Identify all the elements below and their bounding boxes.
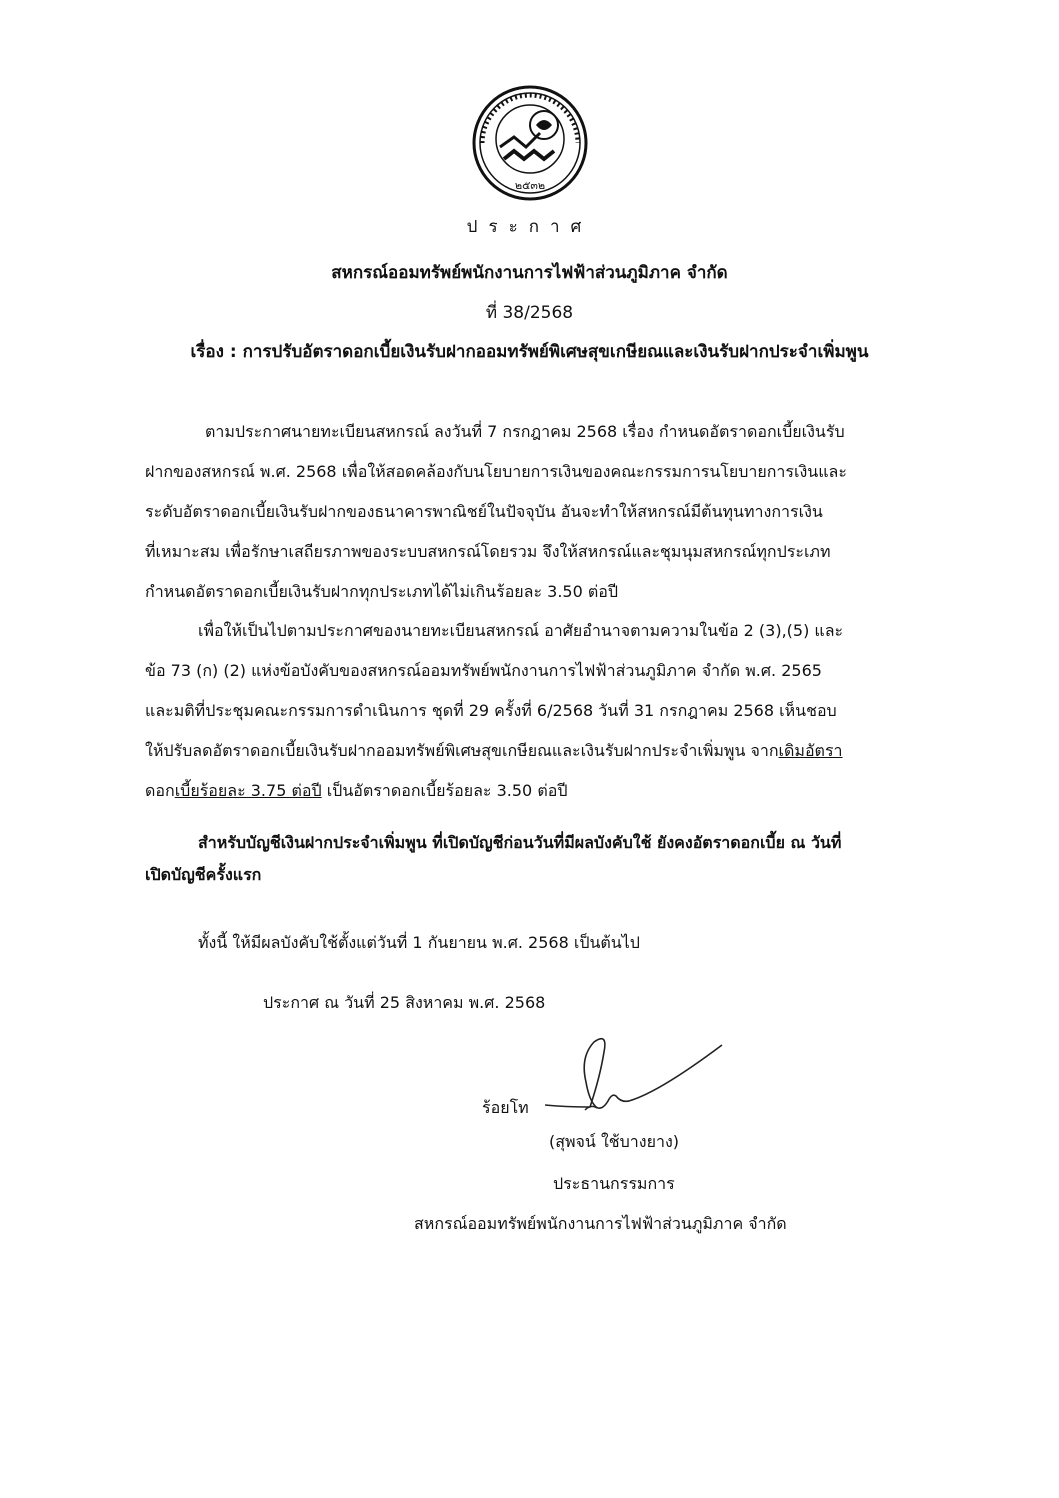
announcement-subject: เรื่อง : การปรับอัตราดอกเบี้ยเงินรับฝากออมทรัพย์พิเศษสุขเกษียณและเงินรับฝากประจำเพิ่มพูน (190, 342, 869, 362)
paragraph-line: ที่เหมาะสม เพื่อรักษาเสถียรภาพของระบบสหกรณ์โดยรวม จึงให้สหกรณ์และชุมนุมสหกรณ์ทุกประเภท (145, 542, 831, 561)
paragraph-line: เพื่อให้เป็นไปตามประกาศของนายทะเบียนสหกรณ์ อาศัยอำนาจตามความในข้อ 2 (3),(5) และ (198, 621, 844, 640)
announcement-date: ประกาศ ณ วันที่ 25 สิงหาคม พ.ศ. 2568 (263, 993, 546, 1012)
signature-image (545, 1035, 745, 1130)
seal-year: ๒๕๓๒ (514, 179, 546, 192)
signatory-position: ประธานกรรมการ (553, 1174, 675, 1193)
effective-date-text: ทั้งนี้ ให้มีผลบังคับใช้ตั้งแต่วันที่ 1 กันยายน พ.ศ. 2568 เป็นต้นไป (198, 933, 640, 952)
paragraph-text: ดอก (145, 781, 175, 800)
underlined-text: เดิมอัตรา (778, 741, 843, 760)
paragraph-line: ตามประกาศนายทะเบียนสหกรณ์ ลงวันที่ 7 กรกฎาคม 2568 เรื่อง กำหนดอัตราดอกเบี้ยเงินรับ (205, 422, 845, 441)
paragraph-text: ให้ปรับลดอัตราดอกเบี้ยเงินรับฝากออมทรัพย์พิเศษสุขเกษียณและเงินรับฝากประจำเพิ่มพูน จาก (145, 741, 779, 760)
signatory-organization: สหกรณ์ออมทรัพย์พนักงานการไฟฟ้าส่วนภูมิภาค จำกัด (414, 1214, 787, 1233)
signatory-rank: ร้อยโท (482, 1098, 529, 1117)
paragraph-line: เปิดบัญชีครั้งแรก (145, 865, 262, 884)
paragraph-line: และมติที่ประชุมคณะกรรมการดำเนินการ ชุดที่ 29 ครั้งที่ 6/2568 วันที่ 31 กรกฎาคม 2568 เห็นชอบ (145, 701, 837, 720)
paragraph-line: ฝากของสหกรณ์ พ.ศ. 2568 เพื่อให้สอดคล้องกับนโยบายการเงินของคณะกรรมการนโยบายการเงินและ (145, 462, 847, 481)
paragraph-line (145, 779, 567, 804)
announcement-number: ที่ 38/2568 (485, 303, 574, 323)
paragraph-text: เป็นอัตราดอกเบี้ยร้อยละ 3.50 ต่อปี (321, 781, 568, 800)
paragraph-line: ข้อ 73 (ก) (2) แห่งข้อบังคับของสหกรณ์ออมทรัพย์พนักงานการไฟฟ้าส่วนภูมิภาค จำกัด พ.ศ. 2565 (145, 661, 822, 680)
paragraph-line: กำหนดอัตราดอกเบี้ยเงินรับฝากทุกประเภทได้ไม่เกินร้อยละ 3.50 ต่อปี (145, 582, 619, 601)
document-heading: ประกาศ (466, 217, 593, 237)
cooperative-seal-icon (472, 85, 588, 201)
organization-name: สหกรณ์ออมทรัพย์พนักงานการไฟฟ้าส่วนภูมิภาค จำกัด (331, 263, 728, 283)
paragraph-line (145, 739, 843, 764)
underlined-text: เบี้ยร้อยละ 3.75 ต่อปี (174, 781, 322, 800)
paragraph-line: สำหรับบัญชีเงินฝากประจำเพิ่มพูน ที่เปิดบัญชีก่อนวันที่มีผลบังคับใช้ ยังคงอัตราดอกเบี้ย ณ วันที่ (198, 833, 842, 852)
paragraph-line: ระดับอัตราดอกเบี้ยเงินรับฝากของธนาคารพาณิชย์ในปัจจุบัน อันจะทำให้สหกรณ์มีต้นทุนทางการเงิน (145, 502, 823, 521)
signatory-name: (สุพจน์ ใช้บางยาง) (549, 1132, 679, 1151)
